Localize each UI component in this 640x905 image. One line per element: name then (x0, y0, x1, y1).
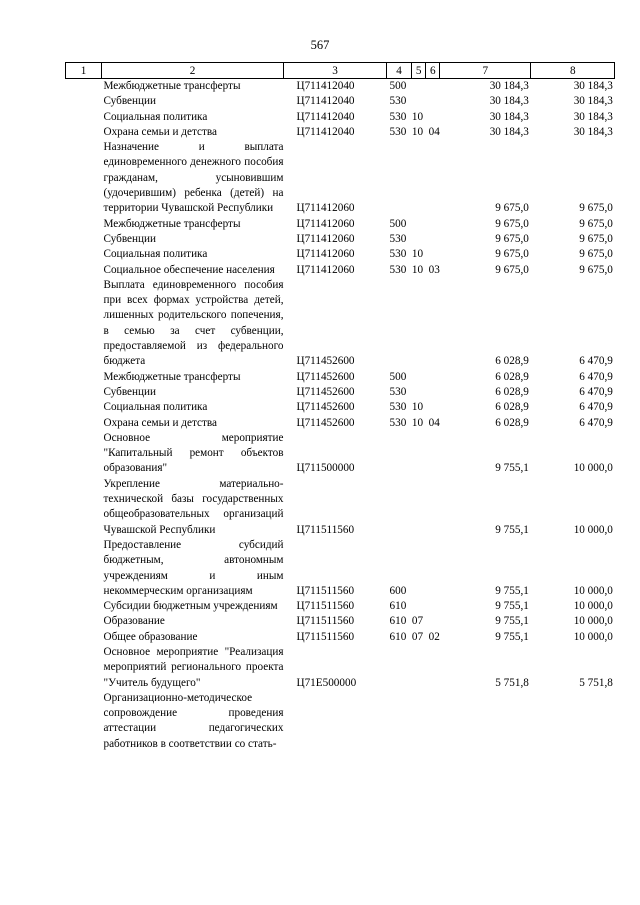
table-row (66, 431, 615, 477)
expense-name-cell: Межбюджетные трансферты (103, 370, 241, 383)
row-number-cell (66, 691, 102, 752)
classification-codes-cell: 530 10 03 (389, 263, 440, 276)
amount-col8-cell: 9 675,0 (579, 202, 613, 215)
amount-col7-cell: 9 675,0 (495, 217, 529, 230)
table-row (66, 538, 615, 599)
classification-codes-cell: 500 (389, 370, 407, 383)
row-number-cell (66, 538, 102, 599)
column-header: 4 (387, 63, 412, 79)
row-number-cell (66, 125, 102, 140)
expense-name-cell: Социальная политика (103, 248, 208, 261)
amount-col8-cell: 10 000,0 (573, 523, 613, 536)
classification-codes-cell: 500 (389, 217, 407, 230)
table-row (66, 370, 615, 385)
amount-col8-cell: 30 184,3 (573, 80, 613, 92)
amount-col8-cell: 9 675,0 (579, 248, 613, 261)
target-code-cell: Ц711412060 (296, 248, 355, 261)
amount-col8-cell: 30 184,3 (573, 95, 613, 108)
expense-name-cell: Охрана семьи и детства (103, 416, 217, 429)
expense-name-cell: Укрепление материально-технической базы государственных общеобразовательных организаций Чувашской Республики (103, 477, 284, 536)
row-number-cell (66, 79, 102, 95)
amount-col7-cell: 9 675,0 (495, 263, 529, 276)
table-row (66, 110, 615, 125)
table-row (66, 263, 615, 278)
table-row (66, 630, 615, 645)
expense-name-cell: Субвенции (103, 95, 156, 108)
row-number-cell (66, 645, 102, 691)
table-row (66, 400, 615, 415)
table-row (66, 691, 615, 752)
amount-col7-cell: 9 755,1 (495, 630, 529, 643)
table-row (66, 140, 615, 216)
column-header: 3 (284, 63, 387, 79)
row-number-cell (66, 140, 102, 216)
target-code-cell: Ц711412040 (296, 125, 355, 138)
classification-codes-cell: 530 (389, 232, 407, 245)
target-code-cell: Ц711412060 (296, 263, 355, 276)
table-row (66, 232, 615, 247)
amount-col8-cell: 9 675,0 (579, 232, 613, 245)
row-number-cell (66, 431, 102, 477)
target-code-cell: Ц711511560 (296, 630, 355, 643)
amount-col7-cell: 9 755,1 (495, 600, 529, 613)
classification-codes-cell: 530 (389, 385, 407, 398)
expense-name-cell: Охрана семьи и детства (103, 125, 217, 138)
column-header: 6 (426, 63, 440, 79)
row-number-cell (66, 263, 102, 278)
target-code-cell: Ц711412040 (296, 110, 355, 123)
amount-col8-cell: 30 184,3 (573, 125, 613, 138)
amount-col7-cell: 6 028,9 (495, 370, 529, 383)
expense-name-cell: Выплата единовременного пособия при всех формах устройства детей, лишенных родительского попечения, в семью за счет субвенции, предоставляемой из федерального бюджета (103, 278, 284, 368)
amount-col8-cell: 6 470,9 (579, 370, 613, 383)
amount-col7-cell: 9 755,1 (495, 523, 529, 536)
classification-codes-cell: 610 07 (389, 615, 424, 628)
target-code-cell: Ц711511560 (296, 523, 355, 536)
expense-name-cell: Межбюджетные трансферты (103, 217, 241, 230)
amount-col7-cell: 30 184,3 (489, 110, 529, 123)
row-number-cell (66, 278, 102, 370)
expense-name-cell: Субсидии бюджетным учреждениям (103, 600, 278, 613)
amount-col7-cell: 6 028,9 (495, 355, 529, 368)
amount-col8-cell: 5 751,8 (579, 676, 613, 689)
target-code-cell: Ц711412060 (296, 232, 355, 245)
expense-name-cell: Организационно-методическое сопровождение проведения аттестации педагогических работников в соответствии со стать- (103, 691, 284, 750)
column-header: 5 (412, 63, 426, 79)
row-number-cell (66, 416, 102, 431)
classification-codes-cell: 530 10 04 (389, 125, 440, 138)
amount-col8-cell: 10 000,0 (573, 630, 613, 643)
amount-col7-cell: 9 675,0 (495, 248, 529, 261)
amount-col7-cell: 30 184,3 (489, 80, 529, 92)
classification-codes-cell: 530 (389, 95, 407, 108)
target-code-cell: Ц711500000 (296, 462, 355, 475)
table-row (66, 94, 615, 109)
classification-codes-cell: 600 (389, 584, 407, 597)
target-code-cell: Ц711452600 (296, 355, 355, 368)
row-number-cell (66, 217, 102, 232)
amount-col8-cell: 6 470,9 (579, 416, 613, 429)
amount-col7-cell: 5 751,8 (495, 676, 529, 689)
table-row (66, 614, 615, 629)
classification-codes-cell (387, 477, 440, 538)
amount-col7-cell: 6 028,9 (495, 416, 529, 429)
expense-name-cell: Межбюджетные трансферты (103, 80, 241, 92)
amount-col7-cell (440, 691, 531, 752)
row-number-cell (66, 370, 102, 385)
classification-codes-cell (387, 278, 440, 370)
amount-col8-cell: 6 470,9 (579, 385, 613, 398)
amount-col7-cell: 9 755,1 (495, 462, 529, 475)
classification-codes-cell: 530 10 (389, 110, 424, 123)
amount-col7-cell: 30 184,3 (489, 95, 529, 108)
expense-name-cell: Субвенции (103, 385, 156, 398)
row-number-cell (66, 477, 102, 538)
amount-col7-cell: 30 184,3 (489, 125, 529, 138)
amount-col8-cell: 10 000,0 (573, 584, 613, 597)
target-code-cell: Ц711511560 (296, 600, 355, 613)
amount-col8-cell: 6 470,9 (579, 401, 613, 414)
target-code-cell: Ц711452600 (296, 416, 355, 429)
column-header: 8 (531, 63, 615, 79)
amount-col7-cell: 6 028,9 (495, 401, 529, 414)
target-code-cell: Ц711412060 (296, 217, 355, 230)
expense-name-cell: Социальное обеспечение населения (103, 263, 275, 276)
target-code-cell: Ц711452600 (296, 401, 355, 414)
table-row (66, 416, 615, 431)
table-row (66, 645, 615, 691)
expense-name-cell: Основное мероприятие "Капитальный ремонт объектов образования" (103, 431, 284, 475)
row-number-cell (66, 630, 102, 645)
amount-col8-cell: 10 000,0 (573, 615, 613, 628)
row-number-cell (66, 400, 102, 415)
classification-codes-cell (387, 431, 440, 477)
target-code-cell (284, 691, 387, 752)
table-header-row (66, 63, 615, 79)
amount-col8-cell: 30 184,3 (573, 110, 613, 123)
amount-col7-cell: 6 028,9 (495, 385, 529, 398)
table-row (66, 278, 615, 370)
column-header: 1 (66, 63, 102, 79)
table-row (66, 125, 615, 140)
target-code-cell: Ц711511560 (296, 584, 355, 597)
amount-col8-cell: 9 675,0 (579, 217, 613, 230)
budget-table (65, 62, 615, 752)
expense-name-cell: Субвенции (103, 232, 156, 245)
amount-col7-cell: 9 755,1 (495, 584, 529, 597)
expense-name-cell: Социальная политика (103, 110, 208, 123)
expense-name-cell: Общее образование (103, 630, 198, 643)
classification-codes-cell: 500 (389, 80, 407, 92)
table-row (66, 385, 615, 400)
page-number: 567 (310, 38, 330, 52)
classification-codes-cell (387, 140, 440, 216)
column-header: 2 (102, 63, 284, 79)
expense-name-cell: Предоставление субсидий бюджетным, автономным учреждениям и иным некоммерческим организациям (103, 538, 284, 597)
table-row (66, 477, 615, 538)
target-code-cell: Ц711412040 (296, 95, 355, 108)
amount-col8-cell: 9 675,0 (579, 263, 613, 276)
amount-col8-cell: 6 470,9 (579, 355, 613, 368)
target-code-cell: Ц71Е500000 (296, 676, 357, 689)
row-number-cell (66, 110, 102, 125)
classification-codes-cell: 530 10 (389, 401, 424, 414)
table-row (66, 247, 615, 262)
table-row (66, 217, 615, 232)
target-code-cell: Ц711452600 (296, 370, 355, 383)
target-code-cell: Ц711511560 (296, 615, 355, 628)
table-row (66, 79, 615, 95)
classification-codes-cell (387, 691, 440, 752)
expense-name-cell: Основное мероприятие "Реализация мероприятий регионального проекта "Учитель будущего" (103, 645, 284, 689)
row-number-cell (66, 614, 102, 629)
expense-name-cell: Образование (103, 615, 165, 628)
expense-name-cell: Социальная политика (103, 401, 208, 414)
target-code-cell: Ц711412040 (296, 80, 355, 92)
classification-codes-cell (387, 645, 440, 691)
row-number-cell (66, 599, 102, 614)
amount-col7-cell: 9 675,0 (495, 202, 529, 215)
row-number-cell (66, 385, 102, 400)
amount-col7-cell: 9 675,0 (495, 232, 529, 245)
amount-col8-cell (531, 691, 615, 752)
classification-codes-cell: 530 10 04 (389, 416, 440, 429)
amount-col8-cell: 10 000,0 (573, 600, 613, 613)
classification-codes-cell: 610 (389, 600, 407, 613)
column-header: 7 (440, 63, 531, 79)
amount-col8-cell: 10 000,0 (573, 462, 613, 475)
amount-col7-cell: 9 755,1 (495, 615, 529, 628)
target-code-cell: Ц711412060 (296, 202, 355, 215)
row-number-cell (66, 247, 102, 262)
classification-codes-cell: 530 10 (389, 248, 424, 261)
table-row (66, 599, 615, 614)
classification-codes-cell: 610 07 02 (389, 630, 440, 643)
row-number-cell (66, 232, 102, 247)
expense-name-cell: Назначение и выплата единовременного денежного пособия гражданам, усыновившим (удочерившим) ребенка (детей) на территории Чувашской Республики (103, 141, 284, 215)
target-code-cell: Ц711452600 (296, 385, 355, 398)
row-number-cell (66, 94, 102, 109)
